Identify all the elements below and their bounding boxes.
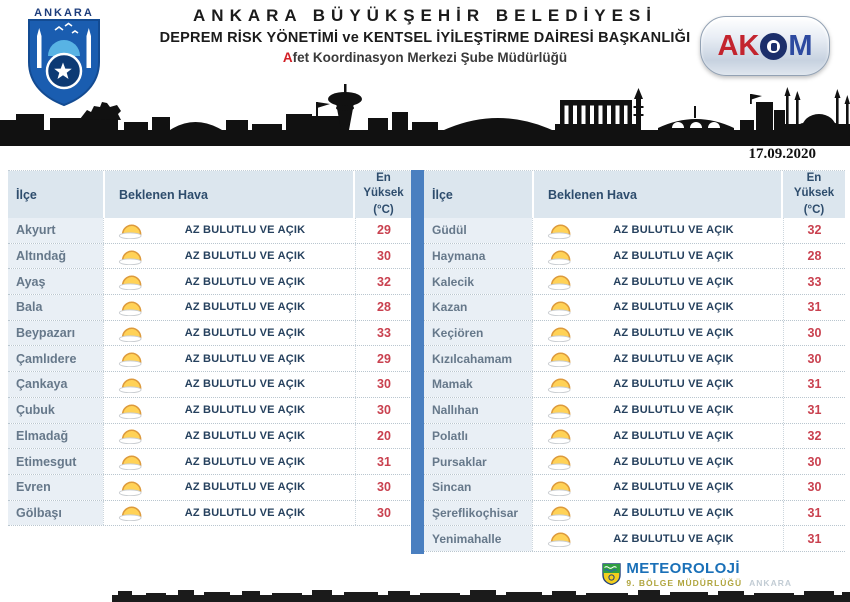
district-name: Beypazarı — [8, 321, 103, 346]
table-header — [424, 170, 845, 218]
weather-cell — [532, 218, 783, 243]
weather-cell — [532, 346, 783, 371]
weather-text: AZ BULUTLU VE AÇIK — [613, 506, 734, 519]
column-header-district: İlçe — [424, 171, 532, 218]
partly-cloudy-icon — [546, 453, 580, 470]
district-name: Kazan — [424, 295, 532, 320]
max-temp-line1: En — [376, 172, 391, 185]
max-temp-unit: (°C) — [373, 204, 394, 217]
weather-text: AZ BULUTLU VE AÇIK — [184, 455, 306, 468]
district-name: Polatlı — [424, 424, 532, 449]
unit-title-rest: fet Koordinasyon Merkezi Şube Müdürlüğü — [292, 50, 568, 65]
table-row — [8, 475, 412, 501]
partly-cloudy-icon — [546, 350, 580, 367]
department-title: DEPREM RİSK YÖNETİMİ ve KENTSEL İYİLEŞTİRME DAİRESİ BAŞKANLIĞI — [159, 30, 691, 46]
district-name: Kalecik — [424, 269, 532, 294]
district-name: Çubuk — [8, 398, 103, 423]
max-temp-value: 30 — [355, 372, 412, 397]
district-name: Güdül — [424, 218, 532, 243]
max-temp-value: 30 — [355, 501, 412, 526]
max-temp-value: 28 — [355, 295, 412, 320]
column-header-weather: Beklenen Hava — [534, 171, 781, 218]
district-name: Mamak — [424, 372, 532, 397]
weather-text: AZ BULUTLU VE AÇIK — [613, 327, 734, 340]
weather-text: AZ BULUTLU VE AÇIK — [613, 404, 734, 417]
weather-cell — [532, 475, 783, 500]
max-temp-value: 29 — [355, 218, 412, 243]
max-temp-value: 31 — [783, 295, 845, 320]
table-row — [8, 218, 412, 244]
weather-text: AZ BULUTLU VE AÇIK — [613, 455, 734, 468]
partly-cloudy-icon — [117, 248, 151, 265]
district-name: Etimesgut — [8, 449, 103, 474]
weather-cell — [532, 501, 783, 526]
table-row — [424, 475, 845, 501]
table-row — [424, 346, 845, 372]
weather-cell — [103, 244, 355, 269]
partly-cloudy-icon — [546, 299, 580, 316]
max-temp-value: 31 — [783, 398, 845, 423]
weather-text: AZ BULUTLU VE AÇIK — [184, 301, 306, 314]
partly-cloudy-icon — [117, 376, 151, 393]
weather-text: AZ BULUTLU VE AÇIK — [184, 404, 306, 417]
partly-cloudy-icon — [117, 504, 151, 521]
table-row — [8, 346, 412, 372]
partly-cloudy-icon — [117, 299, 151, 316]
weather-cell — [103, 424, 355, 449]
meteorology-shield-icon — [602, 563, 621, 585]
weather-cell — [103, 321, 355, 346]
table-header — [8, 170, 412, 218]
partly-cloudy-icon — [546, 273, 580, 290]
ankara-coat-of-arms-logo — [20, 4, 108, 110]
weather-cell — [103, 475, 355, 500]
weather-cell — [103, 295, 355, 320]
district-name: Sincan — [424, 475, 532, 500]
weather-cell — [532, 372, 783, 397]
table-row — [424, 526, 845, 552]
max-temp-value: 31 — [783, 526, 845, 551]
max-temp-value: 30 — [783, 321, 845, 346]
max-temp-value: 31 — [355, 449, 412, 474]
partly-cloudy-icon — [546, 479, 580, 496]
column-header-district: İlçe — [8, 171, 103, 218]
meteorology-logo — [602, 561, 792, 588]
forecast-date: 17.09.2020 — [748, 146, 816, 162]
weather-cell — [103, 501, 355, 526]
partly-cloudy-icon — [546, 248, 580, 265]
ankara-logo-text: ANKARA — [34, 7, 94, 19]
akom-emblem-icon — [760, 33, 787, 60]
weather-text: AZ BULUTLU VE AÇIK — [613, 250, 734, 263]
weather-text: AZ BULUTLU VE AÇIK — [184, 275, 306, 288]
max-temp-value: 30 — [355, 244, 412, 269]
weather-text: AZ BULUTLU VE AÇIK — [613, 352, 734, 365]
max-temp-value: 30 — [783, 449, 845, 474]
weather-cell — [103, 346, 355, 371]
district-name: Pursaklar — [424, 449, 532, 474]
meteorology-city: ANKARA — [749, 578, 792, 588]
weather-text: AZ BULUTLU VE AÇIK — [184, 327, 306, 340]
table-row — [8, 321, 412, 347]
table-row — [8, 244, 412, 270]
weather-text: AZ BULUTLU VE AÇIK — [184, 378, 306, 391]
max-temp-value: 32 — [783, 424, 845, 449]
weather-text: AZ BULUTLU VE AÇIK — [613, 275, 734, 288]
table-row — [8, 449, 412, 475]
org-title: ANKARA BÜYÜKŞEHİR BELEDİYESİ — [193, 6, 657, 25]
meteorology-region: 9. BÖLGE MÜDÜRLÜĞÜ — [626, 578, 743, 588]
table-row — [8, 424, 412, 450]
district-name: Keçiören — [424, 321, 532, 346]
partly-cloudy-icon — [117, 350, 151, 367]
partly-cloudy-icon — [546, 504, 580, 521]
partly-cloudy-icon — [117, 222, 151, 239]
district-name: Yenimahalle — [424, 526, 532, 551]
table-row — [424, 295, 845, 321]
partly-cloudy-icon — [546, 376, 580, 393]
weather-text: AZ BULUTLU VE AÇIK — [613, 481, 734, 494]
weather-cell — [532, 321, 783, 346]
partly-cloudy-icon — [546, 530, 580, 547]
max-temp-value: 33 — [783, 269, 845, 294]
district-name: Bala — [8, 295, 103, 320]
district-name: Ayaş — [8, 269, 103, 294]
table-row — [8, 398, 412, 424]
weather-text: AZ BULUTLU VE AÇIK — [184, 506, 306, 519]
weather-text: AZ BULUTLU VE AÇIK — [184, 250, 306, 263]
weather-text: AZ BULUTLU VE AÇIK — [184, 429, 306, 442]
max-temp-value: 31 — [783, 372, 845, 397]
table-divider — [411, 170, 424, 554]
max-temp-value: 31 — [783, 501, 845, 526]
district-name: Evren — [8, 475, 103, 500]
partly-cloudy-icon — [546, 325, 580, 342]
unit-title-initial: A — [282, 50, 293, 65]
max-temp-value: 30 — [355, 475, 412, 500]
column-header-max-temp — [355, 171, 412, 218]
partly-cloudy-icon — [117, 402, 151, 419]
district-name: Şereflikoçhisar — [424, 501, 532, 526]
max-temp-value: 33 — [355, 321, 412, 346]
table-row — [424, 244, 845, 270]
max-temp-unit: (°C) — [803, 204, 825, 217]
bottom-skyline-strip — [0, 589, 850, 602]
akom-letter-k: K — [738, 29, 760, 62]
table-row — [424, 398, 845, 424]
max-temp-value: 29 — [355, 346, 412, 371]
weather-text: AZ BULUTLU VE AÇIK — [613, 378, 734, 391]
weather-text: AZ BULUTLU VE AÇIK — [613, 429, 734, 442]
table-row — [8, 501, 412, 527]
weather-table-left — [8, 170, 412, 526]
weather-text: AZ BULUTLU VE AÇIK — [613, 532, 734, 545]
table-row — [424, 501, 845, 527]
max-temp-value: 30 — [355, 398, 412, 423]
weather-text: AZ BULUTLU VE AÇIK — [184, 352, 306, 365]
partly-cloudy-icon — [546, 402, 580, 419]
partly-cloudy-icon — [117, 427, 151, 444]
weather-cell — [103, 269, 355, 294]
max-temp-value: 30 — [783, 346, 845, 371]
weather-cell — [532, 424, 783, 449]
max-temp-line1: En — [806, 172, 822, 185]
table-row — [424, 372, 845, 398]
table-row — [8, 269, 412, 295]
weather-cell — [103, 218, 355, 243]
district-name: Çamlıdere — [8, 346, 103, 371]
district-name: Akyurt — [8, 218, 103, 243]
max-temp-value: 28 — [783, 244, 845, 269]
akom-letter-a: A — [717, 29, 739, 62]
max-temp-value: 20 — [355, 424, 412, 449]
table-row — [424, 424, 845, 450]
weather-cell — [532, 269, 783, 294]
weather-text: AZ BULUTLU VE AÇIK — [613, 224, 734, 237]
partly-cloudy-icon — [117, 453, 151, 470]
max-temp-line2: Yüksek — [363, 186, 404, 199]
table-row — [8, 372, 412, 398]
district-name: Kızılcahamam — [424, 346, 532, 371]
district-name: Elmadağ — [8, 424, 103, 449]
district-name: Çankaya — [8, 372, 103, 397]
weather-cell — [532, 398, 783, 423]
akom-letter-m: M — [788, 29, 813, 62]
district-name: Haymana — [424, 244, 532, 269]
ankara-skyline-silhouette — [0, 84, 850, 146]
column-header-weather: Beklenen Hava — [105, 171, 353, 218]
max-temp-value: 32 — [355, 269, 412, 294]
weather-cell — [532, 295, 783, 320]
weather-cell — [103, 398, 355, 423]
max-temp-value: 30 — [783, 475, 845, 500]
max-temp-line2: Yüksek — [793, 186, 835, 199]
table-row — [424, 321, 845, 347]
partly-cloudy-icon — [546, 222, 580, 239]
column-header-max-temp — [783, 171, 845, 218]
weather-text: AZ BULUTLU VE AÇIK — [184, 481, 306, 494]
partly-cloudy-icon — [117, 325, 151, 342]
weather-cell — [532, 526, 783, 551]
weather-text: AZ BULUTLU VE AÇIK — [184, 224, 306, 237]
district-name: Altındağ — [8, 244, 103, 269]
weather-cell — [532, 244, 783, 269]
weather-cell — [103, 372, 355, 397]
weather-text: AZ BULUTLU VE AÇIK — [613, 301, 734, 314]
akom-logo — [700, 16, 830, 76]
table-row — [424, 218, 845, 244]
table-row — [8, 295, 412, 321]
weather-cell — [103, 449, 355, 474]
district-name: Nallıhan — [424, 398, 532, 423]
table-row — [424, 449, 845, 475]
max-temp-value: 32 — [783, 218, 845, 243]
partly-cloudy-icon — [546, 427, 580, 444]
weather-cell — [532, 449, 783, 474]
weather-table-right — [424, 170, 845, 552]
meteorology-text-block — [626, 561, 792, 588]
meteorology-title: METEOROLOJİ — [626, 560, 740, 577]
table-row — [424, 269, 845, 295]
partly-cloudy-icon — [117, 479, 151, 496]
district-name: Gölbaşı — [8, 501, 103, 526]
partly-cloudy-icon — [117, 273, 151, 290]
